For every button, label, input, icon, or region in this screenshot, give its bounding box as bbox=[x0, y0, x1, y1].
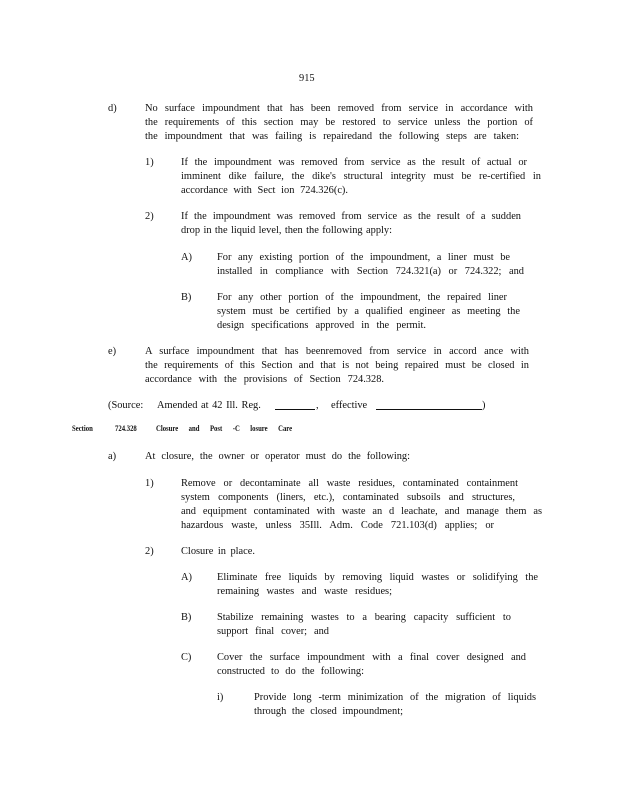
item-d2-label: 2) bbox=[145, 211, 154, 222]
section-number: 724.328 bbox=[115, 424, 137, 433]
section-word: Section bbox=[72, 424, 93, 433]
item-a2ci-line: Provide long -term minimization of the migration of liquids bbox=[254, 692, 536, 703]
source-close: ) bbox=[482, 400, 486, 411]
item-e-line: the requirements of this Section and that is not being repaired must be closed in bbox=[145, 360, 529, 371]
source-register-blank bbox=[275, 399, 315, 410]
item-a1-line: and equipment contaminated with waste an d leachate, and manage them as bbox=[181, 506, 542, 517]
item-d2a-line: installed in compliance with Section 724.321(a) or 724.322; and bbox=[217, 266, 524, 277]
item-a1-label: 1) bbox=[145, 478, 154, 489]
item-a2-label: 2) bbox=[145, 546, 154, 557]
source-amended: Amended at 42 Ill. Reg. bbox=[157, 400, 261, 411]
source-prefix: (Source: bbox=[108, 400, 144, 411]
item-a2a-line: remaining wastes and waste residues; bbox=[217, 586, 392, 597]
item-d1-line: accordance with Sect ion 724.326(c). bbox=[181, 185, 348, 196]
item-d-label: d) bbox=[108, 103, 117, 114]
item-a2c-line: constructed to do the following: bbox=[217, 666, 364, 677]
section-title: Closure and Post -C losure Care bbox=[156, 424, 293, 433]
item-d1-line: If the impoundment was removed from service as the result of actual or bbox=[181, 157, 527, 168]
item-d2b-line: system must be certified by a qualified engineer as meeting the bbox=[217, 306, 520, 317]
item-d1-label: 1) bbox=[145, 157, 154, 168]
item-a2ci-line: through the closed impoundment; bbox=[254, 706, 403, 717]
item-d1-line: imminent dike failure, the dike's structural integrity must be re-certified in bbox=[181, 171, 541, 182]
source-date-blank bbox=[376, 399, 482, 410]
item-a-text: At closure, the owner or operator must do the following: bbox=[145, 451, 410, 462]
item-d2-line: drop in the liquid level, then the following apply: bbox=[181, 225, 392, 236]
source-effective: effective bbox=[331, 400, 368, 411]
item-d-line: the impoundment that was failing is repairedand the following steps are taken: bbox=[145, 131, 519, 142]
item-a1-line: system components (liners, etc.), contaminated subsoils and structures, bbox=[181, 492, 515, 503]
item-a1-line: Remove or decontaminate all waste residues, contaminated containment bbox=[181, 478, 518, 489]
item-a2b-label: B) bbox=[181, 612, 192, 623]
item-d-line: No surface impoundment that has been removed from service in accordance with bbox=[145, 103, 533, 114]
item-a2ci-label: i) bbox=[217, 692, 224, 703]
item-d2b-line: design specifications approved in the permit. bbox=[217, 320, 426, 331]
item-a2-text: Closure in place. bbox=[181, 546, 255, 557]
item-d2-line: If the impoundment was removed from service as the result of a sudden bbox=[181, 211, 521, 222]
item-a1-line: hazardous waste, unless 35Ill. Adm. Code 721.103(d) applies; or bbox=[181, 520, 494, 531]
item-a2a-label: A) bbox=[181, 572, 192, 583]
item-e-label: e) bbox=[108, 346, 117, 357]
item-a2b-line: support final cover; and bbox=[217, 626, 329, 637]
item-d2b-line: For any other portion of the impoundment, the repaired liner bbox=[217, 292, 507, 303]
item-a2c-label: C) bbox=[181, 652, 192, 663]
item-a2b-line: Stabilize remaining wastes to a bearing capacity sufficient to bbox=[217, 612, 511, 623]
item-e-line: accordance with the provisions of Section 724.328. bbox=[145, 374, 384, 385]
item-d2b-label: B) bbox=[181, 292, 192, 303]
item-a2c-line: Cover the surface impoundment with a final cover designed and bbox=[217, 652, 526, 663]
page-number: 915 bbox=[299, 73, 315, 84]
source-comma: , bbox=[316, 400, 319, 411]
item-e-line: A surface impoundment that has beenremoved from service in accord ance with bbox=[145, 346, 529, 357]
item-a-label: a) bbox=[108, 451, 117, 462]
item-d-line: the requirements of this section may be restored to service unless the portion of bbox=[145, 117, 533, 128]
item-a2a-line: Eliminate free liquids by removing liquid wastes or solidifying the bbox=[217, 572, 538, 583]
item-d2a-line: For any existing portion of the impoundment, a liner must be bbox=[217, 252, 510, 263]
item-d2a-label: A) bbox=[181, 252, 192, 263]
